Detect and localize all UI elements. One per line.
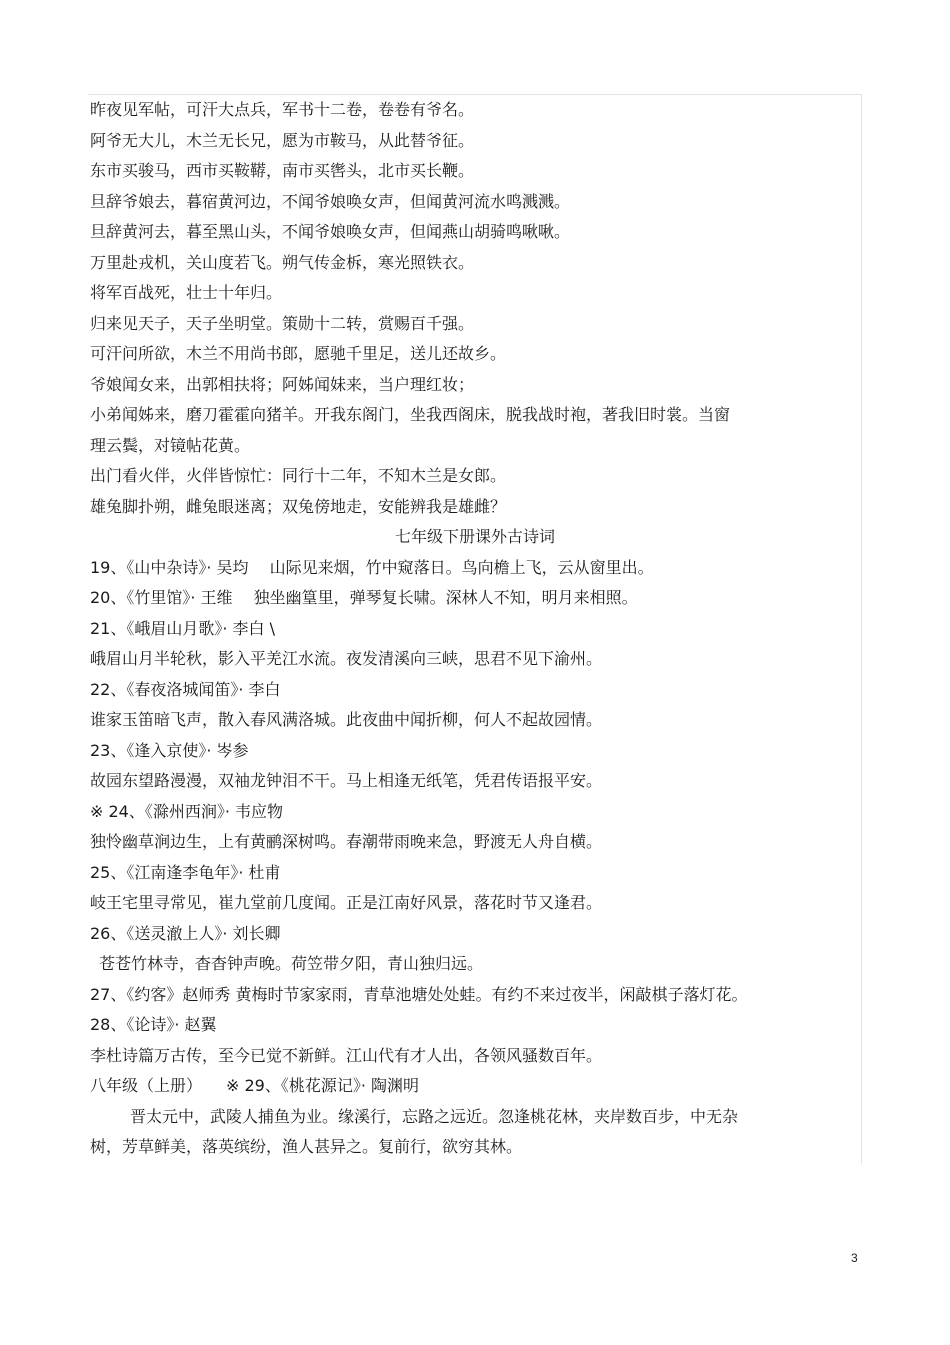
text-line: 小弟闻姊来，磨刀霍霍向猪羊。开我东阁门，坐我西阁床，脱我战时袍，著我旧时裳。当窗 [90, 405, 731, 424]
text-line: 归来见天子，天子坐明堂。策勋十二转，赏赐百千强。 [90, 313, 475, 333]
text-line: 爷娘闻女来，出郭相扶将；阿姊闻妹来，当户理红妆； [90, 374, 475, 394]
poem-title: 25、《江南逢李龟年》· 杜甫 [90, 862, 281, 882]
page-number: 3 [851, 1251, 858, 1265]
text-line: 东市买骏马，西市买鞍鞯，南市买辔头，北市买长鞭。 [90, 161, 475, 180]
text-line: 出门看火伴，火伴皆惊忙：同行十二年，不知木兰是女郎。 [90, 466, 507, 485]
poem-text: 李杜诗篇万古传，至今已觉不新鲜。江山代有才人出，各领风骚数百年。 [90, 1045, 603, 1065]
poem-title: 21、《峨眉山月歌》· 李白 \ [90, 618, 276, 638]
text-line: 万里赴戎机，关山度若飞。朔气传金柝，寒光照铁衣。 [90, 252, 475, 272]
poem-title: ※ 24、《滁州西涧》· 韦应物 [90, 801, 284, 821]
poem-entry: 19、《山中杂诗》· 吴均 山际见来烟，竹中窥落日。鸟向檐上飞，云从窗里出。 [90, 557, 654, 577]
prose-text: 树，芳草鲜美，落英缤纷，渔人甚异之。复前行，欲穷其林。 [90, 1137, 523, 1156]
prose-text: 晋太元中，武陵人捕鱼为业。缘溪行，忘路之远近。忽逢桃花林，夹岸数百步，中无杂 [130, 1106, 739, 1126]
poem-text: 谁家玉笛暗飞声，散入春风满洛城。此夜曲中闻折柳，何人不起故园情。 [90, 710, 603, 729]
document-body [90, 95, 860, 1163]
section-heading: 七年级下册课外古诗词 [394, 527, 555, 546]
text-line: 阿爷无大儿，木兰无长兄，愿为市鞍马，从此替爷征。 [90, 130, 475, 150]
text-line: 理云鬓，对镜帖花黄。 [90, 435, 251, 455]
poem-title: 22、《春夜洛城闻笛》· 李白 [90, 679, 281, 699]
poem-title: 23、《逢入京使》· 岑参 [90, 740, 249, 760]
text-line: 可汗问所欲，木兰不用尚书郎，愿驰千里足，送儿还故乡。 [90, 344, 507, 363]
poem-entry: 20、《竹里馆》· 王维 独坐幽篁里，弹琴复长啸。深林人不知，明月来相照。 [90, 588, 638, 607]
text-line: 昨夜见军帖，可汗大点兵，军书十二卷，卷卷有爷名。 [90, 100, 475, 119]
text-line: 旦辞黄河去，暮至黑山头，不闻爷娘唤女声，但闻燕山胡骑鸣啾啾。 [90, 222, 571, 241]
poem-text: 峨眉山月半轮秋，影入平羌江水流。夜发清溪向三峡，思君不见下渝州。 [90, 649, 603, 668]
text-line: 雄兔脚扑朔，雌兔眼迷离；双兔傍地走，安能辨我是雄雌？ [90, 496, 507, 516]
poem-entry: 27、《约客》赵师秀 黄梅时节家家雨，青草池塘处处蛙。有约不来过夜半，闲敲棋子落灯花。 [90, 984, 748, 1004]
poem-text: 独怜幽草涧边生，上有黄鹂深树鸣。春潮带雨晚来急，野渡无人舟自横。 [90, 832, 603, 851]
text-line: 旦辞爷娘去，暮宿黄河边，不闻爷娘唤女声，但闻黄河流水鸣溅溅。 [90, 191, 571, 211]
poem-text: 苍苍竹林寺，杳杳钟声晚。荷笠带夕阳，青山独归远。 [99, 954, 484, 973]
grade-heading: 八年级（上册） ※ 29、《桃花源记》· 陶渊明 [90, 1076, 420, 1095]
poem-title: 28、《论诗》· 赵翼 [90, 1015, 217, 1034]
poem-title: 26、《送灵澈上人》· 刘长卿 [90, 923, 281, 943]
poem-text: 故园东望路漫漫，双袖龙钟泪不干。马上相逢无纸笔，凭君传语报平安。 [90, 771, 603, 790]
text-line: 将军百战死，壮士十年归。 [90, 283, 283, 302]
poem-text: 岐王宅里寻常见，崔九堂前几度闻。正是江南好风景，落花时节又逢君。 [90, 893, 603, 912]
